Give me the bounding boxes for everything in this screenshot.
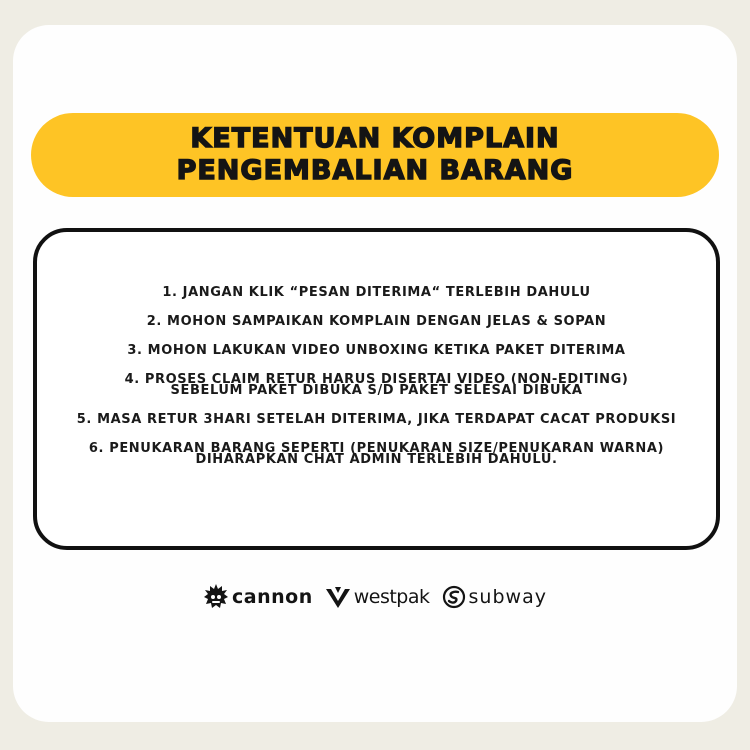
rule-2-line-1: 2. MOHON SAMPAIKAN KOMPLAIN DENGAN JELAS & SOPAN [146, 314, 607, 329]
westpak-logo-icon [325, 585, 351, 609]
subway-logo-icon [442, 585, 466, 609]
title-banner [31, 113, 719, 197]
brand-westpak-label: westpak [353, 586, 430, 608]
brand-subway [442, 585, 547, 609]
rule-6-line-1: 6. PENUKARAN BARANG SEPERTI (PENUKARAN SIZE/PENUKARAN WARNA) [88, 441, 665, 456]
rule-item-1 [162, 287, 590, 298]
rule-5-line-1: 5. MASA RETUR 3HARI SETELAH DITERIMA, JIKA TERDAPAT CACAT PRODUKSI [76, 412, 677, 427]
rule-item-3 [127, 345, 625, 356]
rule-4-line-2: SEBELUM PAKET DIBUKA S/D PAKET SELESAI DIBUKA [170, 383, 583, 398]
brand-cannon [203, 583, 313, 611]
rule-1-line-1: 1. JANGAN KLIK “PESAN DITERIMA“ TERLEBIH DAHULU [162, 285, 591, 300]
rule-item-2 [147, 316, 607, 327]
brand-cannon-label: cannon [232, 586, 313, 608]
title-line-1: KETENTUAN KOMPLAIN [190, 123, 560, 154]
rule-item-4 [125, 374, 629, 396]
rule-3-line-1: 3. MOHON LAKUKAN VIDEO UNBOXING KETIKA PAKET DITERIMA [127, 343, 626, 358]
rule-item-6 [89, 443, 664, 465]
title-line-2: PENGEMBALIAN BARANG [176, 155, 574, 186]
rules-list [37, 287, 716, 483]
rule-4-line-1: 4. PROSES CLAIM RETUR HARUS DISERTAI VIDEO (NON-EDITING) [124, 372, 629, 387]
cannon-logo-icon [203, 583, 229, 611]
rule-item-5 [77, 414, 676, 425]
brand-logos [0, 583, 750, 611]
brand-westpak [325, 585, 430, 609]
rules-box [33, 228, 720, 550]
brand-subway-label: subway [468, 586, 547, 608]
rule-6-line-2: DIHARAPKAN CHAT ADMIN TERLEBIH DAHULU. [195, 452, 558, 467]
